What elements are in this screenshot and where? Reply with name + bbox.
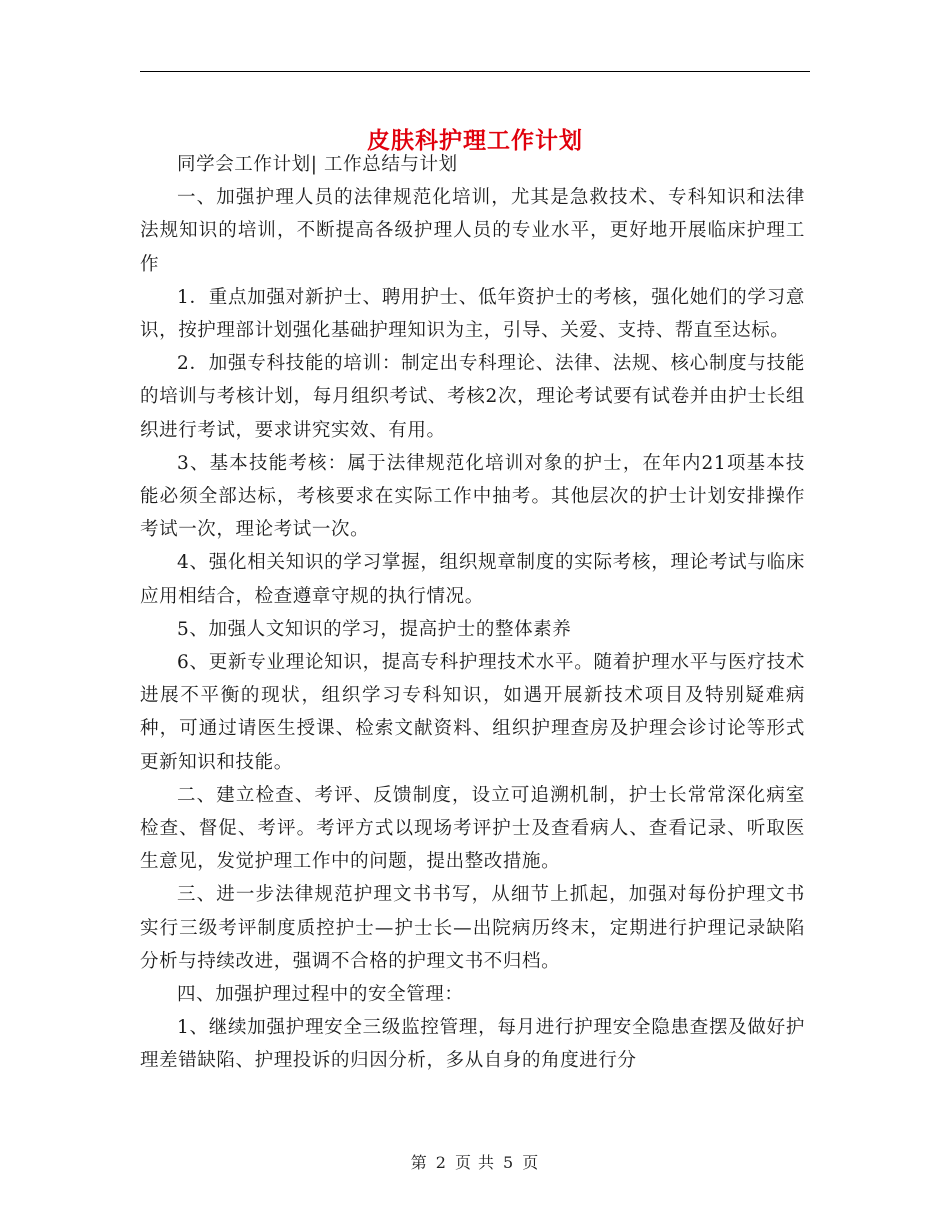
paragraph-item-3: 3、基本技能考核：属于法律规范化培训对象的护士，在年内21项基本技能必须全部达标，考核要求在实际工作中抽考。其他层次的护士计划安排操作考试一次，理论考试一次。 (140, 452, 805, 541)
paragraph-item-5: 5、加强人文知识的学习，提高护士的整体素养 (177, 618, 572, 640)
footer-current-page: 2 (435, 1153, 447, 1172)
paragraph-item-2: 2．加强专科技能的培训：制定出专科理论、法律、法规、核心制度与技能的培训与考核计划，每月组织考试、考核2次，理论考试要有试卷并由护士长组织进行考试，要求讲究实效、有用。 (140, 353, 805, 441)
footer-prefix: 第 (410, 1153, 428, 1172)
footer-suffix: 页 (522, 1153, 540, 1172)
document-body (140, 148, 805, 1078)
paragraph-section-two: 二、建立检查、考评、反馈制度，设立可追溯机制，护士长常常深化病室检查、督促、考评。考评方式以现场考评护士及查看病人、查看记录、听取医生意见，发觉护理工作中的问题，提出整改措施。 (140, 784, 805, 873)
paragraph-item-4: 4、强化相关知识的学习掌握，组织规章制度的实际考核，理论考试与临床应用相结合，检查遵章守规的执行情况。 (140, 552, 805, 607)
paragraph-item-1: 1．重点加强对新护士、聘用护士、低年资护士的考核，强化她们的学习意识，按护理部计划强化基础护理知识为主，引导、关爱、支持、帮直至达标。 (140, 286, 805, 342)
paragraph-section-one: 一、加强护理人员的法律规范化培训，尤其是急救技术、专科知识和法律法规知识的培训，不断提高各级护理人员的专业水平，更好地开展临床护理工作 (140, 187, 805, 275)
footer-middle: 页 共 (454, 1153, 496, 1172)
header-rule (140, 71, 810, 72)
paragraph-item-6: 6、更新专业理论知识，提高专科护理技术水平。随着护理水平与医疗技术进展不平衡的现状，组织学习专科知识，如遇开展新技术项目及特别疑难病种，可通过请医生授课、检索文献资料、组织护理查房及护理会诊讨论等形式更新知识和技能。 (140, 652, 805, 773)
footer-total-pages: 5 (503, 1153, 515, 1172)
paragraph-section-four-item-1: 1、继续加强护理安全三级监控管理，每月进行护理安全隐患查摆及做好护理差错缺陷、护理投诉的归因分析，多从自身的角度进行分 (140, 1017, 805, 1072)
document-title: 皮肤科护理工作计划 (367, 127, 583, 155)
page-footer (0, 1150, 950, 1173)
paragraph-section-three: 三、进一步法律规范护理文书书写，从细节上抓起，加强对每份护理文书实行三级考评制度质控护士—护士长—出院病历终末，定期进行护理记录缺陷分析与持续改进，强调不合格的护理文书不归档。 (140, 884, 805, 972)
paragraph-source-line: 同学会工作计划| 工作总结与计划 (177, 154, 458, 175)
paragraph-section-four: 四、加强护理过程中的安全管理： (177, 984, 464, 1006)
